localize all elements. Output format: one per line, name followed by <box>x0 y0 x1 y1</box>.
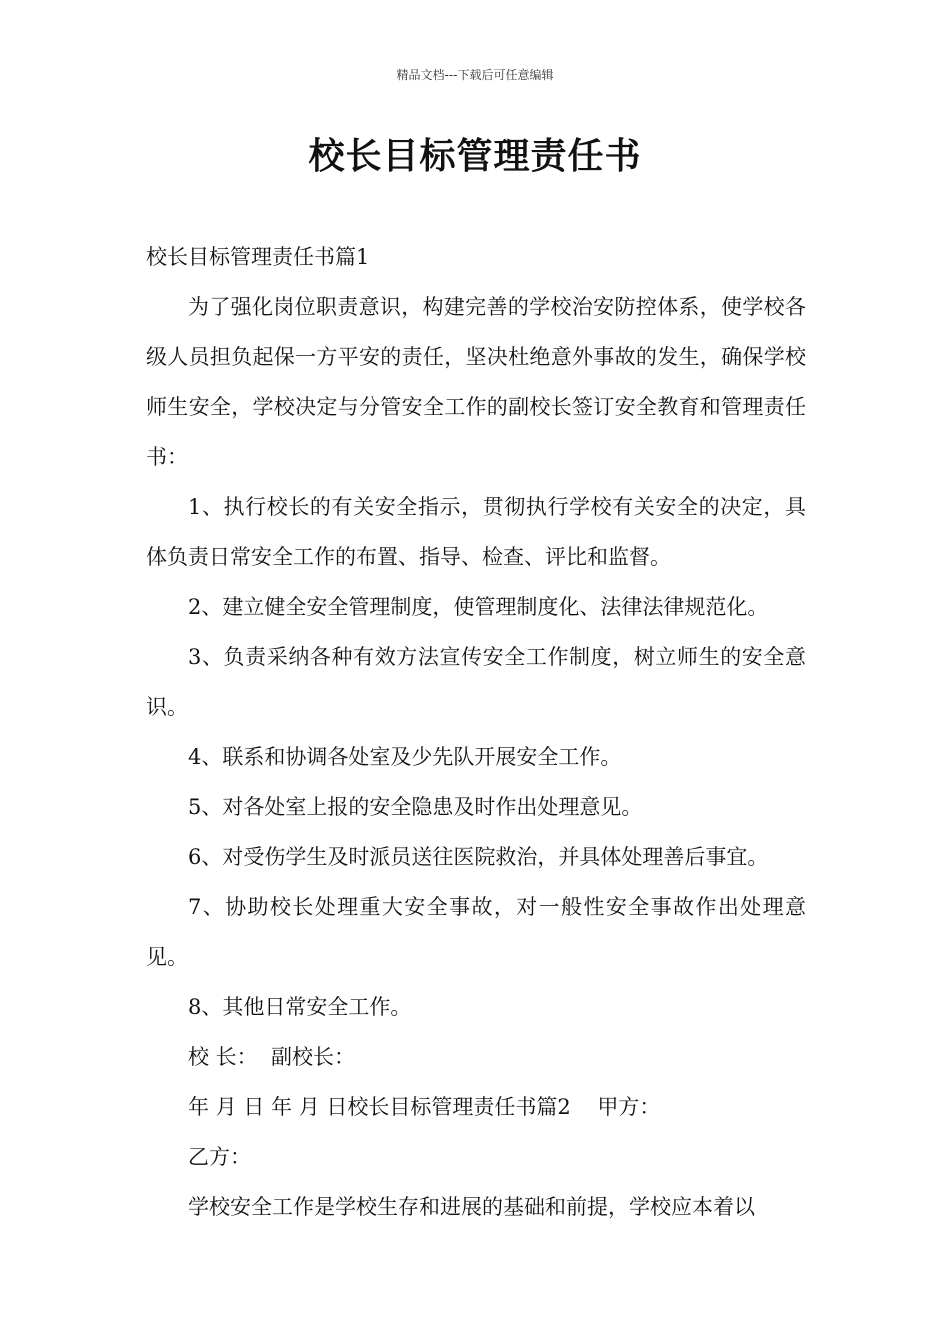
body-paragraph: 学校安全工作是学校生存和进展的基础和前提，学校应本着以 <box>188 1195 755 1219</box>
list-item: 7、协助校长处理重大安全事故，对一般性安全事故作出处理意见。 <box>146 895 806 969</box>
intro-paragraph: 为了强化岗位职责意识，构建完善的学校治安防控体系，使学校各级人员担负起保一方平安的责任，坚决杜绝意外事故的发生，确保学校师生安全，学校决定与分管安全工作的副校长签订安全教育和管理责任书： <box>146 295 806 469</box>
list-item: 1、执行校长的有关安全指示，贯彻执行学校有关安全的决定，具体负责日常安全工作的布置、指导、检查、评比和监督。 <box>146 495 806 569</box>
list-item: 4、联系和协调各处室及少先队开展安全工作。 <box>188 745 622 769</box>
list-item: 8、其他日常安全工作。 <box>188 995 412 1019</box>
document-body <box>146 232 806 1232</box>
list-item: 2、建立健全安全管理制度，使管理制度化、法律法律规范化。 <box>188 595 769 619</box>
section-heading: 校长目标管理责任书篇1 <box>146 245 370 269</box>
list-item: 5、对各处室上报的安全隐患及时作出处理意见。 <box>188 795 643 819</box>
signature-line: 校 长： 副校长： <box>188 1045 356 1069</box>
list-item: 6、对受伤学生及时派员送往医院救治，并具体处理善后事宜。 <box>188 845 769 869</box>
document-title: 校长目标管理责任书 <box>308 136 642 177</box>
date-line: 年 月 日 年 月 日校长目标管理责任书篇2 甲方： <box>188 1095 661 1119</box>
header-note: 精品文档---下载后可任意编辑 <box>396 68 554 82</box>
list-item: 3、负责采纳各种有效方法宣传安全工作制度，树立师生的安全意识。 <box>146 645 806 719</box>
party-b-line: 乙方： <box>188 1145 251 1169</box>
